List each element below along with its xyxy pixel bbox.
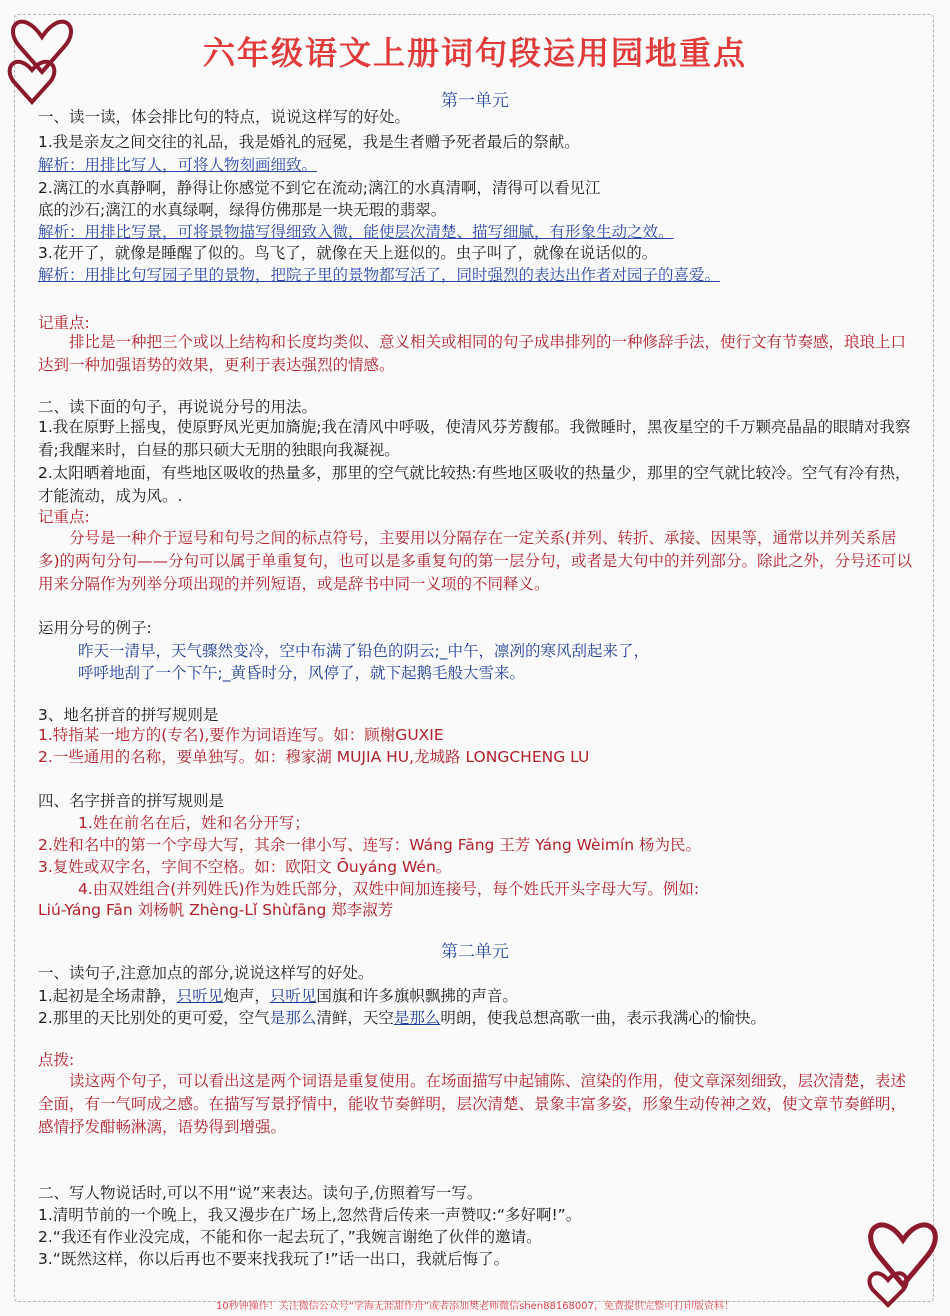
question-heading: 四、名字拼音的拼写规则是 <box>38 792 225 810</box>
question-heading: 二、读下面的句子，再说说分号的用法。 <box>38 398 318 416</box>
key-point-label: 点拨: <box>38 1051 75 1069</box>
example-sentence: 2.漓江的水真静啊，静得让你感觉不到它在流动;漓江的水真清啊，清得可以看见江 <box>38 179 601 197</box>
analysis-text: 解析：用排比写景，可将景物描写得细致入微，能使层次清楚、描写细腻，有形象生动之效。 <box>38 223 674 241</box>
text-span: 2.那里的天比别处的更可爱，空气 <box>38 1009 270 1027</box>
footer-notice: 10秒钟操作！关注微信公众号“学海无涯甜作舟”或者添加樊老师微信shen88168007，免费提供完整可打印版资料！ <box>215 1301 735 1312</box>
text-span: 1.起初是全场肃静， <box>38 987 177 1005</box>
text-span: 清鲜，天空 <box>316 1009 394 1027</box>
text-span: 国旗和许多旗帜飘拂的声音。 <box>316 987 518 1005</box>
page-title: 六年级语文上册词句段运用园地重点 <box>202 34 747 72</box>
heart-decoration-icon <box>858 1210 948 1310</box>
example-sentence: 2.太阳晒着地面，有些地区吸收的热量多，那里的空气就比较热:有些地区吸收的热量少，那里的空气就比较冷。空气有冷有热，才能流动，成为风。. <box>38 464 911 505</box>
key-point-label: 记重点: <box>38 314 90 332</box>
question-heading: 3、地名拼音的拼写规则是 <box>38 706 219 724</box>
question-heading: 二、写人物说话时,可以不用“说”来表达。读句子,仿照着写一写。 <box>38 1184 483 1202</box>
key-point-label: 记重点: <box>38 508 90 526</box>
unit-heading: 第一单元 <box>441 91 509 111</box>
example-sentence: 底的沙石;漓江的水真绿啊，绿得仿佛那是一块无瑕的翡翠。 <box>38 201 447 219</box>
example-sentence: 昨天一清早，天气骤然变冷，空中布满了铅色的阴云;_中午，凛冽的寒风刮起来了， <box>78 642 649 660</box>
rule-text: Liú-Yáng Fān 刘杨帆 Zhèng-Lǐ Shùfāng 郑李淑芳 <box>38 901 394 919</box>
example-sentence: 3.“既然这样，你以后再也不要来找我玩了!”话一出口，我就后悔了。 <box>38 1250 510 1268</box>
example-sentence <box>38 985 518 1007</box>
highlighted-word: 是那么 <box>269 1009 317 1027</box>
text-span: 明朗，使我总想高歌一曲，表示我满心的愉快。 <box>440 1009 766 1027</box>
highlighted-word: 只听见 <box>269 987 317 1005</box>
example-sentence: 1.我是亲友之间交往的礼品，我是婚礼的冠冕，我是生者赠予死者最后的祭献。 <box>38 133 580 151</box>
key-point-text: 分号是一种介于逗号和句号之间的标点符号，主要用以分隔存在一定关系(并列、转折、承接、因果等，通常以并列关系居多)的两句分句——分句可以属于单重复句，也可以是多重复句的第一层分句，或者是大句中的并列部分。除此之外，分号还可以用来分隔作为列举分项出现的并列短语，或是辞书中同一义项的不同释义。 <box>38 529 913 593</box>
analysis-text: 解析：用排比写人，可将人物刻画细致。 <box>38 156 318 174</box>
rule-text: 1.特指某一地方的(专名),要作为词语连写。如：顾榭GUXIE <box>38 726 444 744</box>
question-heading: 一、读句子,注意加点的部分,说说这样写的好处。 <box>38 964 374 982</box>
example-sentence: 2.“我还有作业没完成，不能和你一起去玩了，”我婉言谢绝了伙伴的邀请。 <box>38 1228 542 1246</box>
key-point-text: 读这两个句子，可以看出这是两个词语是重复使用。在场面描写中起铺陈、渲染的作用，使文章深刻细致，层次清楚，表述全面，有一气呵成之感。在描写写景抒情中，能收节奏鲜明，层次清楚、景象丰富多姿，形象生动传神之效，使文章节奏鲜明，感情抒发酣畅淋漓，语势得到增强。 <box>38 1072 907 1136</box>
analysis-text: 解析：用排比句写园子里的景物，把院子里的景物都写活了，同时强烈的表达出作者对园子的喜爱。 <box>38 266 721 284</box>
rule-text: 4.由双姓组合(并列姓氏)作为姓氏部分，双姓中间加连接号，每个姓氏开头字母大写。例如: <box>78 880 700 898</box>
key-point-text: 排比是一种把三个或以上结构和长度均类似、意义相关或相同的句子成串排列的一种修辞手法，使行文有节奏感，琅琅上口达到一种加强语势的效果，更利于表达强烈的情感。 <box>38 333 907 374</box>
example-sentence: 3.花开了，就像是睡醒了似的。鸟飞了，就像在天上逛似的。虫子叫了，就像在说话似的。 <box>38 244 658 262</box>
unit-heading: 第二单元 <box>441 942 509 962</box>
rule-text: 2.姓和名中的第一个字母大写，其余一律小写、连写：Wáng Fāng 王芳 Yáng Wèimín 杨为民。 <box>38 836 702 854</box>
highlighted-word: 只听见 <box>176 987 224 1005</box>
highlighted-word: 是那么 <box>393 1009 441 1027</box>
rule-text: 2.一些通用的名称，要单独写。如：穆家湖 MUJIA HU,龙城路 LONGCHENG LU <box>38 748 590 766</box>
question-heading: 一、读一读，体会排比句的特点，说说这样写的好处。 <box>38 108 411 126</box>
rule-text: 3.复姓或双字名，字间不空格。如：欧阳文 Ōuyáng Wén。 <box>38 858 452 876</box>
example-sentence: 呼呼地刮了一个下午;_黄昏时分，风停了，就下起鹅毛般大雪来。 <box>78 664 525 682</box>
example-sentence <box>38 1007 913 1030</box>
example-label: 运用分号的例子: <box>38 619 152 637</box>
rule-text: 1.姓在前名在后，姓和名分开写； <box>78 814 310 832</box>
example-sentence: 1.清明节前的一个晚上，我又漫步在广场上,忽然背后传来一声赞叹:“多好啊!”。 <box>38 1206 582 1224</box>
example-sentence: 1.我在原野上摇曳，使原野凤光更加旖旎;我在清风中呼吸，使清风芬芳馥郁。我微睡时，黑夜星空的千万颗亮晶晶的眼睛对我察看;我醒来时，白昼的那只硕大无朋的独眼向我凝视。 <box>38 418 911 459</box>
text-span: 炮声， <box>223 987 270 1005</box>
